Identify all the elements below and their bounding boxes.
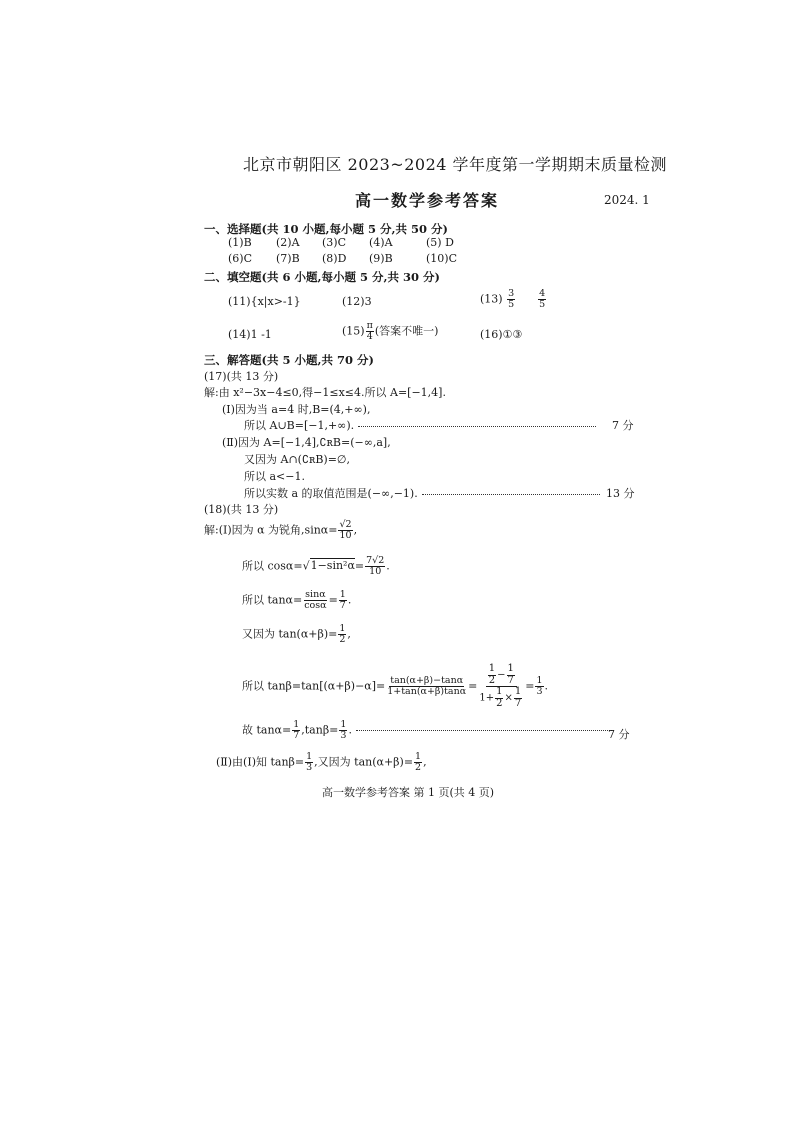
answer-item: (7)B xyxy=(276,252,300,265)
sqrt-radicand: 1−sin²α xyxy=(310,559,355,573)
answer-item: (10)C xyxy=(426,252,457,265)
answer-item: (6)C xyxy=(228,252,252,265)
solution-text: ,又因为 tan(α+β)= xyxy=(314,755,414,769)
solution-line: 所以 a<−1. xyxy=(244,470,305,483)
solution-text: 所以 A∪B=[−1,+∞). xyxy=(244,419,355,432)
score-marker: 13 分 xyxy=(606,487,635,500)
solution-line: (Ⅰ)因为当 a=4 时,B=(4,+∞), xyxy=(222,403,371,416)
solution-text: ,tanβ= xyxy=(301,723,339,737)
fraction-denominator: 3 xyxy=(536,686,543,697)
solution-line: 故 tanα= $\frac{1}{7}$ ,tanβ= $\frac{1}{3}$ . xyxy=(242,720,618,741)
solution-text: 所以 tanα= xyxy=(242,593,303,607)
answer-11: (11){x|x>-1} xyxy=(228,295,301,308)
page-footer: 高一数学参考答案 第 1 页(共 4 页) xyxy=(322,786,495,799)
fraction-numerator: √2 xyxy=(339,519,352,530)
fraction-numerator: tan(α+β)−tanα xyxy=(390,675,464,687)
answer-13 xyxy=(480,289,547,310)
fraction-denominator: 1+tan(α+β)tanα xyxy=(387,686,467,697)
answer-item: (4)A xyxy=(369,236,393,249)
solution-text: = xyxy=(354,559,365,573)
fraction-numerator: 1 xyxy=(339,589,346,600)
answer-item: (8)D xyxy=(322,252,347,265)
fraction-numerator: 3 xyxy=(508,288,515,299)
fraction-denominator: 2 xyxy=(415,761,422,773)
leader-dots xyxy=(356,730,614,731)
section-heading-choice: 一、选择题(共 10 小题,每小题 5 分,共 50 分) xyxy=(204,222,448,236)
answer-15-label: (15) xyxy=(342,324,365,338)
question-17-heading: (17)(共 13 分) xyxy=(204,370,279,383)
fraction-numerator: 1 xyxy=(306,751,313,762)
fraction-numerator: 1 xyxy=(340,719,347,730)
fraction-numerator: 1 xyxy=(536,675,543,687)
leader-dots xyxy=(422,494,600,495)
fraction-denominator: cosα xyxy=(304,599,327,611)
answer-14: (14)1 -1 xyxy=(228,328,272,341)
fraction-denominator: 3 xyxy=(340,729,347,741)
solution-text: 故 tanα= xyxy=(242,723,292,737)
solution-line xyxy=(244,417,600,433)
solution-text: 所以 cosα= xyxy=(242,559,303,573)
fraction-denominator: 2 xyxy=(339,633,346,645)
leader-dots xyxy=(358,426,596,427)
fraction-numerator: 1 xyxy=(415,751,422,762)
solution-line: 解:(Ⅰ)因为 α 为锐角,sinα= $\frac{√2}{10}$ , xyxy=(204,519,358,541)
solution-line: 又因为 A∩(∁ʀB)=∅, xyxy=(244,453,351,466)
score-marker: 7 分 xyxy=(612,419,634,432)
solution-line: (Ⅱ)因为 A=[−1,4],∁ʀB=(−∞,a], xyxy=(222,436,391,449)
solution-text: (Ⅱ)由(Ⅰ)知 tanβ= xyxy=(216,755,305,769)
page-title: 北京市朝阳区 2023~2024 学年度第一学期期末质量检测 xyxy=(243,155,668,174)
answer-13-label: (13) xyxy=(480,292,503,306)
question-18-heading: (18)(共 13 分) xyxy=(204,503,279,516)
answer-item: (1)B xyxy=(228,236,252,249)
fraction-denominator: 5 xyxy=(539,298,546,310)
answer-item: (2)A xyxy=(276,236,300,249)
page-subtitle: 高一数学参考答案 xyxy=(355,191,500,210)
solution-line: 又因为 tan(α+β)= $\frac{1}{2}$ , xyxy=(242,623,351,645)
fraction-denominator: 10 xyxy=(339,529,352,541)
answer-item: (5) D xyxy=(426,236,454,249)
exam-date: 2024. 1 xyxy=(604,193,650,207)
solution-text: 所以实数 a 的取值范围是(−∞,−1). xyxy=(244,487,418,500)
section-heading-fill: 二、填空题(共 6 小题,每小题 5 分,共 30 分) xyxy=(204,270,440,284)
solution-line: 所以 cosα=√1−sin²α= $\frac{7√2}{10}$ . xyxy=(242,555,390,577)
fraction-numerator: 1 xyxy=(293,719,300,730)
compound-fraction: $\frac{1}{2}$ − $\frac{1}{7}$ 1+ $\frac{1}{2}$ × $\frac{1}{7}$ xyxy=(479,663,522,709)
solution-line xyxy=(244,485,604,501)
fraction-denominator: 5 xyxy=(508,298,515,310)
solution-text: 所以 tanβ=tan[(α+β)−α]= xyxy=(242,679,386,693)
answer-item: (3)C xyxy=(322,236,346,249)
answer-12: (12)3 xyxy=(342,295,372,308)
fraction-denominator: 10 xyxy=(369,565,382,577)
answer-item: (9)B xyxy=(369,252,393,265)
fraction-denominator: 4 xyxy=(366,330,373,342)
solution-line: (Ⅱ)由(Ⅰ)知 tanβ= $\frac{1}{3}$ ,又因为 tan(α+β)= $\frac{1}{2}$ , xyxy=(216,751,427,773)
fraction-denominator: 7 xyxy=(339,599,346,611)
solution-line: 解:由 x²−3x−4≤0,得−1≤x≤4.所以 A=[−1,4]. xyxy=(204,386,446,399)
fraction-numerator: 7√2 xyxy=(366,555,385,566)
answer-15 xyxy=(342,321,438,342)
answer-15-note: (答案不唯一) xyxy=(374,324,439,338)
solution-line: 所以 tanβ=tan[(α+β)−α]= $\frac{\tan(\alpha+\beta)-\tan\alpha}{1+\tan(\alpha+\beta)\tan\alpha}$ = $\frac{1}{2}$ − $\frac{1}{7}$ 1+ $\frac{1}{2}$ × $\frac{1}{7}$ = $\frac{1}{3}$ . xyxy=(242,663,549,709)
score-marker: 7 分 xyxy=(608,728,630,741)
section-heading-solution: 三、解答题(共 5 小题,共 70 分) xyxy=(204,353,374,367)
answer-16: (16)①③ xyxy=(480,328,523,341)
fraction-numerator: 4 xyxy=(539,288,546,299)
fraction-numerator: sinα xyxy=(305,589,326,600)
fraction-numerator: π xyxy=(366,320,373,331)
solution-text: 又因为 tan(α+β)= xyxy=(242,627,338,641)
fraction-denominator: 7 xyxy=(293,729,300,741)
solution-text: 解:(Ⅰ)因为 α 为锐角,sinα= xyxy=(204,523,338,537)
fraction-numerator: 1 xyxy=(339,623,346,634)
solution-line: 所以 tanα= $\frac{\sin\alpha}{\cos\alpha}$ = $\frac{1}{7}$ . xyxy=(242,589,352,611)
fraction-denominator: 3 xyxy=(306,761,313,773)
